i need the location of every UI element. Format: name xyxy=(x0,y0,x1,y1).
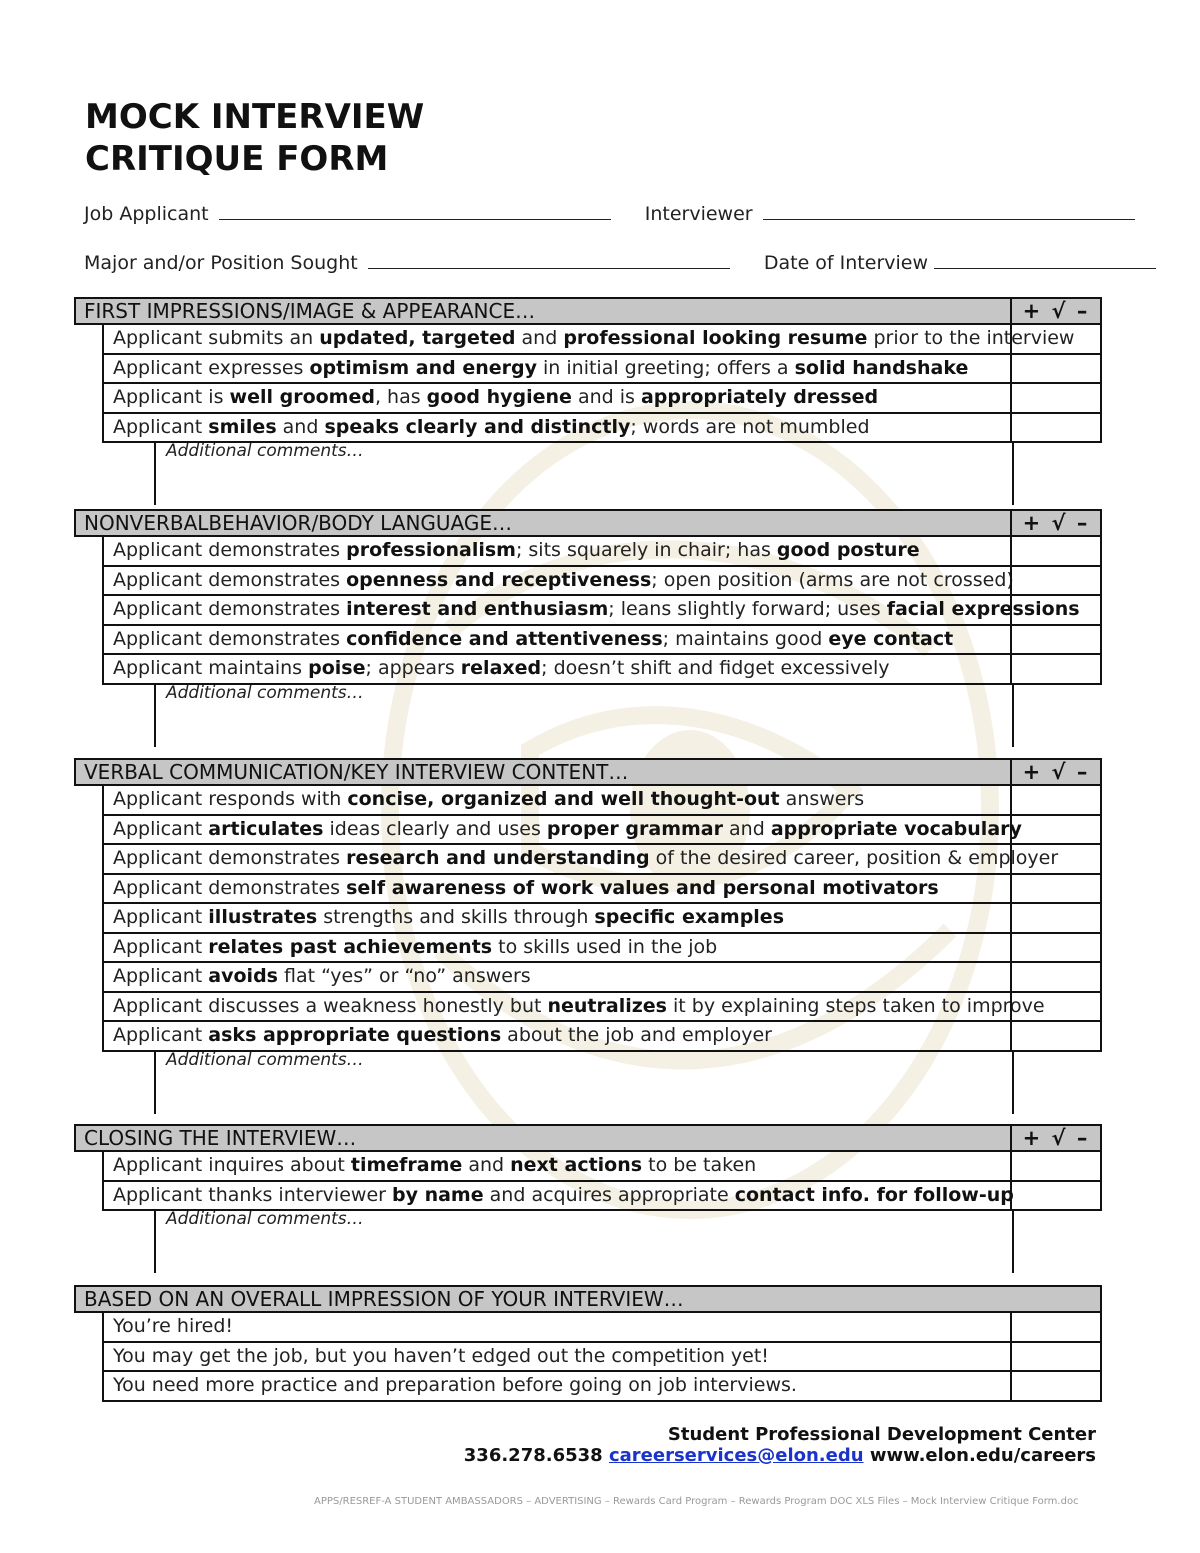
criteria-emphasis: next actions xyxy=(510,1154,643,1176)
date-line[interactable] xyxy=(934,250,1156,269)
criteria-emphasis: proper grammar xyxy=(546,817,723,840)
criteria-emphasis: neutralizes xyxy=(547,994,667,1017)
criteria-text: You need more practice and preparation before going on job interviews. xyxy=(113,1374,797,1396)
interviewer-label: Interviewer xyxy=(644,203,753,225)
criteria-row xyxy=(102,845,1102,875)
criteria-row xyxy=(102,786,1102,816)
title-line-2: CRITIQUE FORM xyxy=(85,139,389,179)
criteria-text: and is xyxy=(571,386,641,408)
additional-comments-label: Additional comments… xyxy=(166,1049,364,1070)
additional-comments-label: Additional comments… xyxy=(166,441,364,461)
criteria-row xyxy=(102,934,1102,964)
criteria-emphasis: professionalism xyxy=(346,539,516,561)
rating-box[interactable] xyxy=(1010,596,1100,624)
criteria-emphasis: well groomed xyxy=(229,386,375,408)
rating-box[interactable] xyxy=(1010,1313,1100,1341)
rating-box[interactable] xyxy=(1010,1152,1100,1180)
criteria-row xyxy=(102,567,1102,597)
section-heading xyxy=(74,509,1102,537)
criteria-emphasis: appropriate vocabulary xyxy=(770,817,1022,840)
criteria-text: Applicant is xyxy=(113,386,230,408)
criteria-row xyxy=(102,1022,1102,1052)
rating-box[interactable] xyxy=(1010,1182,1100,1210)
rating-box[interactable] xyxy=(1010,355,1100,383)
criteria-text: Applicant xyxy=(113,1024,209,1046)
additional-comments-area[interactable] xyxy=(74,682,1102,747)
criteria-row xyxy=(102,1313,1102,1343)
comment-border-left xyxy=(154,443,156,505)
rating-box[interactable] xyxy=(1010,845,1100,873)
footer-website: www.elon.edu/careers xyxy=(869,1445,1096,1466)
rating-marks: + √ – xyxy=(1010,511,1100,535)
section-5 xyxy=(74,1285,1102,1402)
criteria-row xyxy=(102,963,1102,993)
criteria-row xyxy=(102,537,1102,567)
additional-comments-area[interactable] xyxy=(74,443,1102,505)
criteria-emphasis: research and understanding xyxy=(346,847,650,869)
section-heading-text: NONVERBALBEHAVIOR/BODY LANGUAGE… xyxy=(84,511,513,535)
file-path: APPS/RESREF-A STUDENT AMBASSADORS – ADVERTISING – Rewards Card Program – Rewards Program DOC XLS Files – Mock Interview Critique Form.doc xyxy=(314,1496,1079,1507)
rating-box[interactable] xyxy=(1010,325,1100,353)
criteria-text: , has xyxy=(374,386,427,408)
criteria-row xyxy=(102,816,1102,846)
comment-border-right xyxy=(1012,1052,1014,1114)
criteria-text: Applicant xyxy=(113,906,209,928)
additional-comments-area[interactable] xyxy=(74,1049,1102,1114)
criteria-emphasis: specific examples xyxy=(594,906,785,928)
criteria-text: Applicant xyxy=(113,935,209,958)
criteria-emphasis: contact info. for follow-up xyxy=(734,1183,1014,1206)
criteria-text: flat “yes” or “no” answers xyxy=(277,965,531,987)
criteria-emphasis: openness and receptiveness xyxy=(346,568,652,591)
title-line-1: MOCK INTERVIEW xyxy=(85,97,425,137)
rating-box[interactable] xyxy=(1010,1022,1100,1050)
section-3 xyxy=(74,758,1102,1114)
criteria-emphasis: avoids xyxy=(208,965,278,987)
rating-box[interactable] xyxy=(1010,934,1100,962)
comment-border-left xyxy=(154,1211,156,1273)
footer xyxy=(464,1424,1096,1466)
criteria-emphasis: poise xyxy=(308,657,366,679)
criteria-row xyxy=(102,904,1102,934)
rating-box[interactable] xyxy=(1010,904,1100,932)
section-heading xyxy=(74,758,1102,786)
comment-border-right xyxy=(1012,1211,1014,1273)
section-heading xyxy=(74,297,1102,325)
criteria-text: Applicant submits an xyxy=(113,327,320,349)
criteria-text: You’re hired! xyxy=(113,1315,233,1337)
criteria-text: ; open position (arms are not crossed) xyxy=(651,568,1014,591)
rating-box[interactable] xyxy=(1010,875,1100,903)
criteria-row xyxy=(102,1152,1102,1182)
criteria-text: Applicant inquires about xyxy=(113,1154,351,1176)
section-heading-text: VERBAL COMMUNICATION/KEY INTERVIEW CONTENT… xyxy=(84,760,629,784)
section-heading xyxy=(74,1285,1102,1313)
section-heading-text: FIRST IMPRESSIONS/IMAGE & APPEARANCE… xyxy=(84,299,536,323)
rating-marks: + √ – xyxy=(1010,760,1100,784)
criteria-text: ideas clearly and uses xyxy=(323,817,547,840)
criteria-text: prior to the interview xyxy=(867,327,1075,349)
criteria-text: Applicant demonstrates xyxy=(113,627,347,650)
criteria-emphasis: interest and enthusiasm xyxy=(346,598,609,620)
footer-contact xyxy=(464,1445,1096,1466)
criteria-text: Applicant demonstrates xyxy=(113,539,347,561)
criteria-text: of the desired career, position & employer xyxy=(649,847,1059,869)
criteria-text: it by explaining steps taken to improve xyxy=(666,994,1045,1017)
criteria-emphasis: by name xyxy=(391,1183,484,1206)
criteria-text: strengths and skills through xyxy=(317,906,595,928)
criteria-text: Applicant xyxy=(113,415,209,438)
section-heading-text: CLOSING THE INTERVIEW… xyxy=(84,1126,357,1150)
criteria-emphasis: timeframe xyxy=(350,1154,463,1176)
criteria-text: Applicant xyxy=(113,817,209,840)
criteria-row xyxy=(102,993,1102,1023)
criteria-text: to be taken xyxy=(642,1154,757,1176)
criteria-emphasis: good posture xyxy=(776,539,920,561)
criteria-text: Applicant demonstrates xyxy=(113,568,347,591)
rating-box[interactable] xyxy=(1010,1343,1100,1371)
criteria-row xyxy=(102,355,1102,385)
criteria-text: and xyxy=(515,327,564,349)
additional-comments-area[interactable] xyxy=(74,1211,1102,1273)
footer-phone: 336.278.6538 xyxy=(463,1445,603,1466)
comment-border-left xyxy=(154,685,156,747)
criteria-row xyxy=(102,384,1102,414)
criteria-text: and acquires appropriate xyxy=(483,1183,735,1206)
rating-box[interactable] xyxy=(1010,626,1100,654)
criteria-text: ; sits squarely in chair; has xyxy=(515,539,777,561)
additional-comments-label: Additional comments… xyxy=(166,682,364,703)
criteria-text: ; appears xyxy=(365,657,461,679)
criteria-text: Applicant maintains xyxy=(113,657,309,679)
criteria-emphasis: illustrates xyxy=(208,906,318,928)
criteria-text: about the job and employer xyxy=(501,1024,772,1046)
major-position-line[interactable] xyxy=(368,250,730,269)
criteria-emphasis: relaxed xyxy=(460,657,542,679)
rating-box[interactable] xyxy=(1010,384,1100,412)
rating-box[interactable] xyxy=(1010,414,1100,442)
section-1 xyxy=(74,297,1102,505)
criteria-text: ; maintains good xyxy=(662,627,829,650)
comment-border-right xyxy=(1012,685,1014,747)
criteria-text: Applicant thanks interviewer xyxy=(113,1183,392,1206)
criteria-text: Applicant responds with xyxy=(113,788,348,810)
criteria-emphasis: relates past achievements xyxy=(208,935,493,958)
criteria-emphasis: smiles xyxy=(208,415,277,438)
criteria-text: Applicant discusses a weakness honestly but xyxy=(113,994,548,1017)
criteria-text: ; words are not mumbled xyxy=(630,415,870,438)
criteria-text: Applicant demonstrates xyxy=(113,876,347,899)
additional-comments-label: Additional comments… xyxy=(166,1209,364,1229)
section-heading xyxy=(74,1124,1102,1152)
date-label: Date of Interview xyxy=(763,252,929,274)
criteria-emphasis: appropriately dressed xyxy=(640,386,879,408)
footer-center-name: Student Professional Development Center xyxy=(667,1424,1096,1445)
criteria-emphasis: confidence and attentiveness xyxy=(346,627,663,650)
criteria-emphasis: facial expressions xyxy=(886,598,1080,620)
job-applicant-line[interactable] xyxy=(219,201,611,220)
criteria-row xyxy=(102,626,1102,656)
criteria-row xyxy=(102,325,1102,355)
rating-box[interactable] xyxy=(1010,655,1100,683)
criteria-text: and xyxy=(462,1154,511,1176)
applicant-row xyxy=(84,201,1135,225)
interviewer-line[interactable] xyxy=(763,201,1135,220)
criteria-emphasis: asks appropriate questions xyxy=(208,1024,502,1046)
criteria-text: answers xyxy=(779,788,865,810)
major-position-label: Major and/or Position Sought xyxy=(84,252,358,274)
rating-box[interactable] xyxy=(1010,567,1100,595)
criteria-emphasis: speaks clearly and distinctly xyxy=(324,415,631,438)
criteria-emphasis: optimism and energy xyxy=(309,356,537,379)
position-row xyxy=(84,250,1156,274)
section-4 xyxy=(74,1124,1102,1273)
criteria-emphasis: concise, organized and well thought-out xyxy=(347,788,780,810)
criteria-text: Applicant expresses xyxy=(113,356,310,379)
rating-marks: + √ – xyxy=(1010,1126,1100,1150)
criteria-row xyxy=(102,1343,1102,1373)
criteria-row xyxy=(102,875,1102,905)
criteria-text: Applicant xyxy=(113,965,209,987)
section-2 xyxy=(74,509,1102,747)
criteria-row xyxy=(102,1182,1102,1212)
footer-email-link[interactable]: careerservices@elon.edu xyxy=(608,1445,864,1466)
criteria-text: in initial greeting; offers a xyxy=(536,356,795,379)
criteria-row xyxy=(102,596,1102,626)
rating-marks: + √ – xyxy=(1010,299,1100,323)
comment-border-right xyxy=(1012,443,1014,505)
page-title xyxy=(85,96,424,180)
rating-box[interactable] xyxy=(1010,786,1100,814)
criteria-text: to skills used in the job xyxy=(492,935,718,958)
criteria-text: and xyxy=(276,415,325,438)
criteria-text: Applicant demonstrates xyxy=(113,598,347,620)
criteria-row xyxy=(102,1372,1102,1402)
criteria-emphasis: professional looking resume xyxy=(563,327,868,349)
criteria-text: Applicant demonstrates xyxy=(113,847,347,869)
criteria-row xyxy=(102,414,1102,444)
criteria-text: and xyxy=(723,817,771,840)
criteria-emphasis: good hygiene xyxy=(426,386,572,408)
rating-box[interactable] xyxy=(1010,1372,1100,1400)
job-applicant-label: Job Applicant xyxy=(84,203,209,225)
criteria-emphasis: solid handshake xyxy=(794,356,969,379)
section-heading-text: BASED ON AN OVERALL IMPRESSION OF YOUR INTERVIEW… xyxy=(84,1287,684,1311)
rating-box[interactable] xyxy=(1010,993,1100,1021)
criteria-text: ; leans slightly forward; uses xyxy=(608,598,887,620)
rating-box[interactable] xyxy=(1010,963,1100,991)
criteria-text: You may get the job, but you haven’t edged out the competition yet! xyxy=(113,1344,769,1367)
rating-box[interactable] xyxy=(1010,816,1100,844)
rating-box[interactable] xyxy=(1010,537,1100,565)
criteria-emphasis: updated, targeted xyxy=(319,327,516,349)
criteria-emphasis: self awareness of work values and personal motivators xyxy=(346,876,939,899)
criteria-text: ; doesn’t shift and fidget excessively xyxy=(541,657,890,679)
criteria-emphasis: eye contact xyxy=(828,627,954,650)
criteria-emphasis: articulates xyxy=(208,817,324,840)
comment-border-left xyxy=(154,1052,156,1114)
criteria-row xyxy=(102,655,1102,685)
